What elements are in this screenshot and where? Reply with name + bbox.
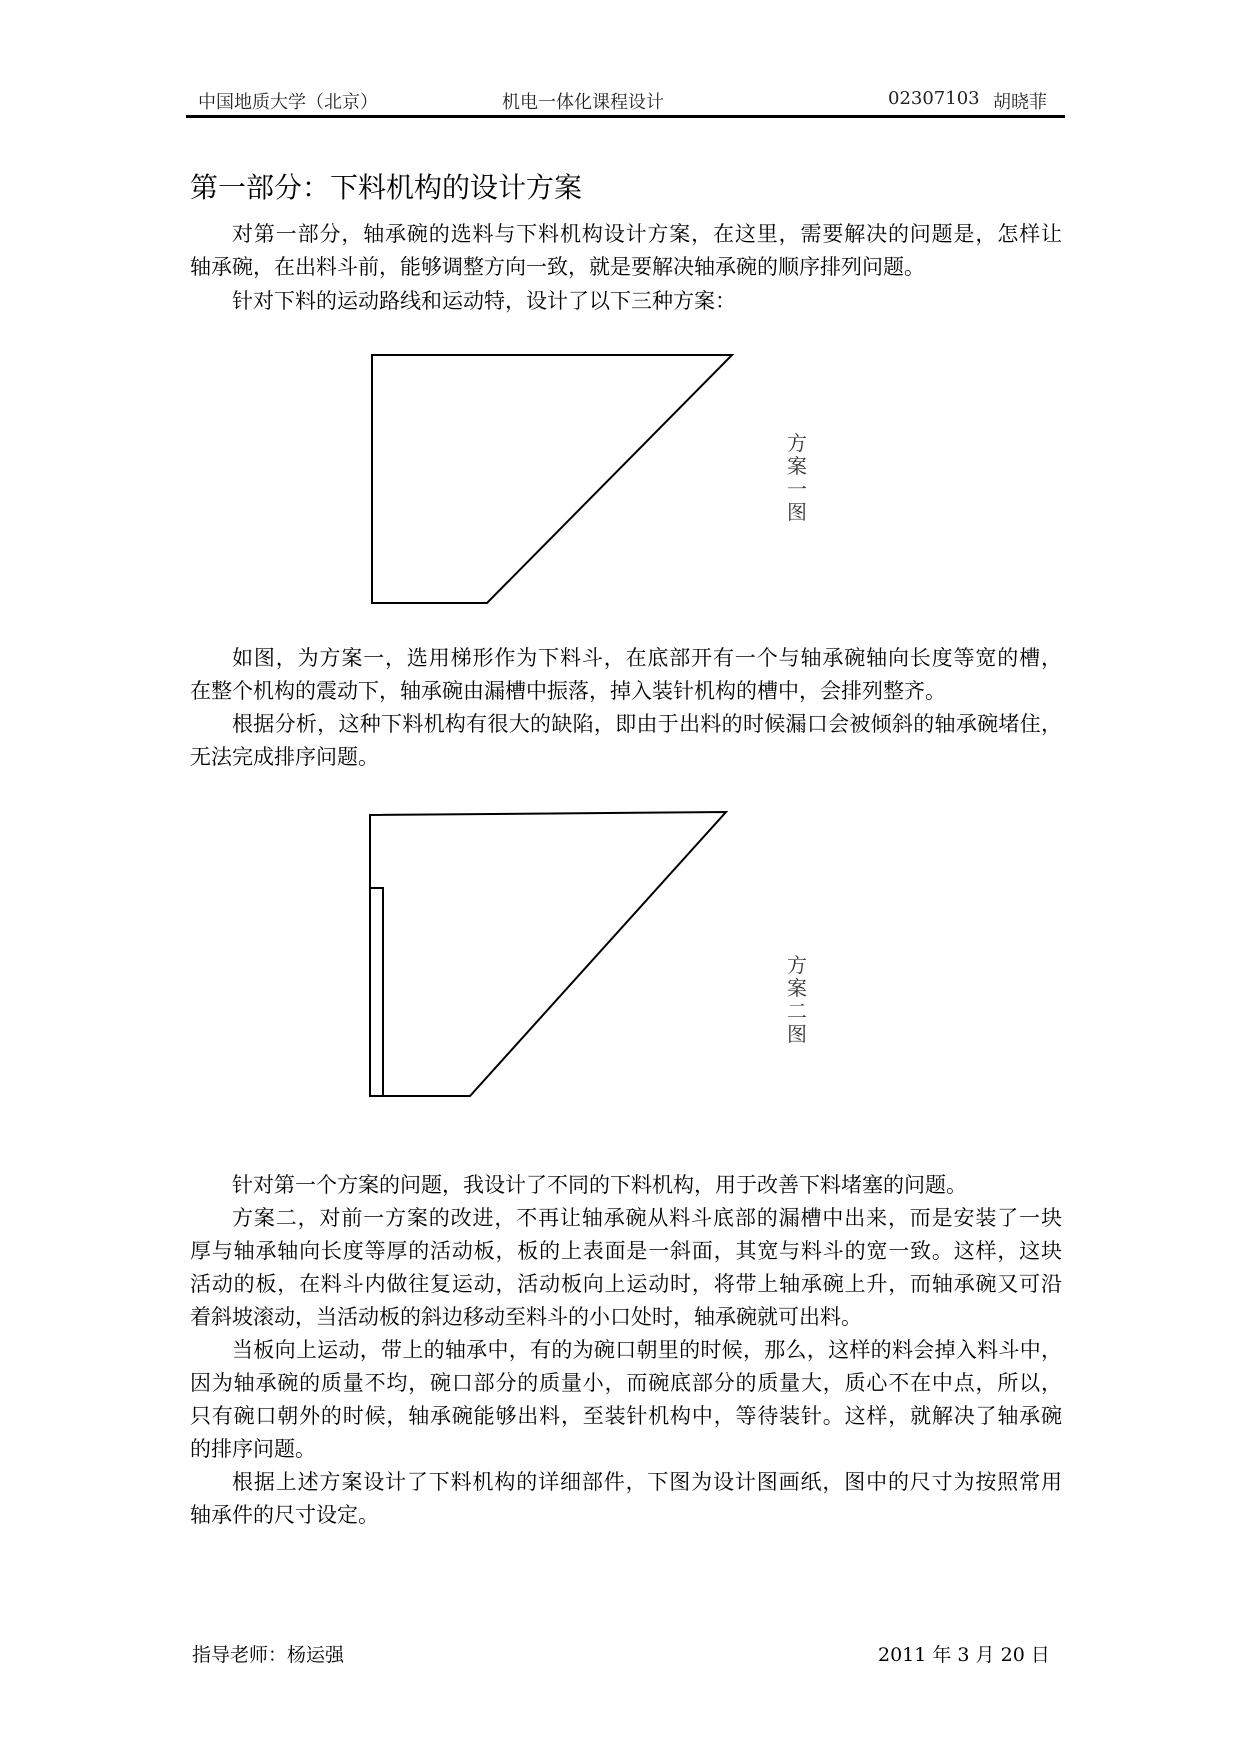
paragraph-line: 根据上述方案设计了下料机构的详细部件，下图为设计图画纸，图中的尺寸为按照常用	[232, 1470, 1062, 1494]
paragraph-line: 轴承碗，在出料斗前，能够调整方向一致，就是要解决轴承碗的顺序排列问题。	[190, 255, 925, 279]
header-course: 机电一体化课程设计	[502, 92, 664, 113]
section-title: 第一部分：下料机构的设计方案	[190, 171, 583, 204]
paragraph-line: 方案二，对前一方案的改进，不再让轴承碗从料斗底部的漏槽中出来，而是安装了一块	[232, 1206, 1062, 1230]
paragraph-line: 在整个机构的震动下，轴承碗由漏槽中振落，掉入装针机构的槽中，会排列整齐。	[190, 679, 946, 703]
paragraph-line: 着斜坡滚动，当活动板的斜边移动至料斗的小口处时，轴承碗就可出料。	[190, 1305, 862, 1329]
paragraph-line: 针对下料的运动路线和运动特，设计了以下三种方案：	[232, 289, 736, 313]
paragraph-line: 针对第一个方案的问题，我设计了不同的下料机构，用于改善下料堵塞的问题。	[232, 1173, 967, 1197]
header-student-id: 02307103	[888, 88, 980, 109]
paragraph-line: 的排序问题。	[190, 1437, 316, 1461]
footer-advisor: 指导老师：杨运强	[192, 1644, 345, 1666]
figure-2-hopper	[370, 812, 726, 1096]
figure-2-moving-plate	[370, 888, 383, 1096]
figure-2-label: 方案二图	[787, 953, 807, 1046]
paragraph-line: 无法完成排序问题。	[190, 745, 379, 769]
paragraph-line: 因为轴承碗的质量不均，碗口部分的质量小，而碗底部分的质量大，质心不在中点，所以，	[190, 1371, 1062, 1395]
figure-1-label: 方案一图	[787, 431, 807, 524]
header-university: 中国地质大学（北京）	[198, 92, 378, 113]
paragraph-line: 对第一部分，轴承碗的选料与下料机构设计方案，在这里，需要解决的问题是，怎样让	[232, 222, 1062, 246]
paragraph-line: 轴承件的尺寸设定。	[190, 1503, 379, 1527]
paragraph-line: 活动的板，在料斗内做往复运动，活动板向上运动时，将带上轴承碗上升，而轴承碗又可沿	[190, 1272, 1062, 1296]
paragraph-line: 只有碗口朝外的时候，轴承碗能够出料，至装针机构中，等待装针。这样，就解决了轴承碗	[190, 1404, 1062, 1428]
header-student-name: 胡晓菲	[993, 92, 1047, 113]
paragraph-line: 当板向上运动，带上的轴承中，有的为碗口朝里的时候，那么，这样的料会掉入料斗中，	[232, 1338, 1062, 1362]
paragraph-line: 厚与轴承轴向长度等厚的活动板，板的上表面是一斜面，其宽与料斗的宽一致。这样，这块	[190, 1239, 1062, 1263]
figure-1-hopper	[372, 355, 732, 603]
footer-date: 2011 年 3 月 20 日	[878, 1644, 1050, 1666]
paragraph-line: 根据分析，这种下料机构有很大的缺陷，即由于出料的时候漏口会被倾斜的轴承碗堵住，	[232, 712, 1062, 736]
paragraph-line: 如图，为方案一，选用梯形作为下料斗，在底部开有一个与轴承碗轴向长度等宽的槽，	[232, 646, 1062, 670]
